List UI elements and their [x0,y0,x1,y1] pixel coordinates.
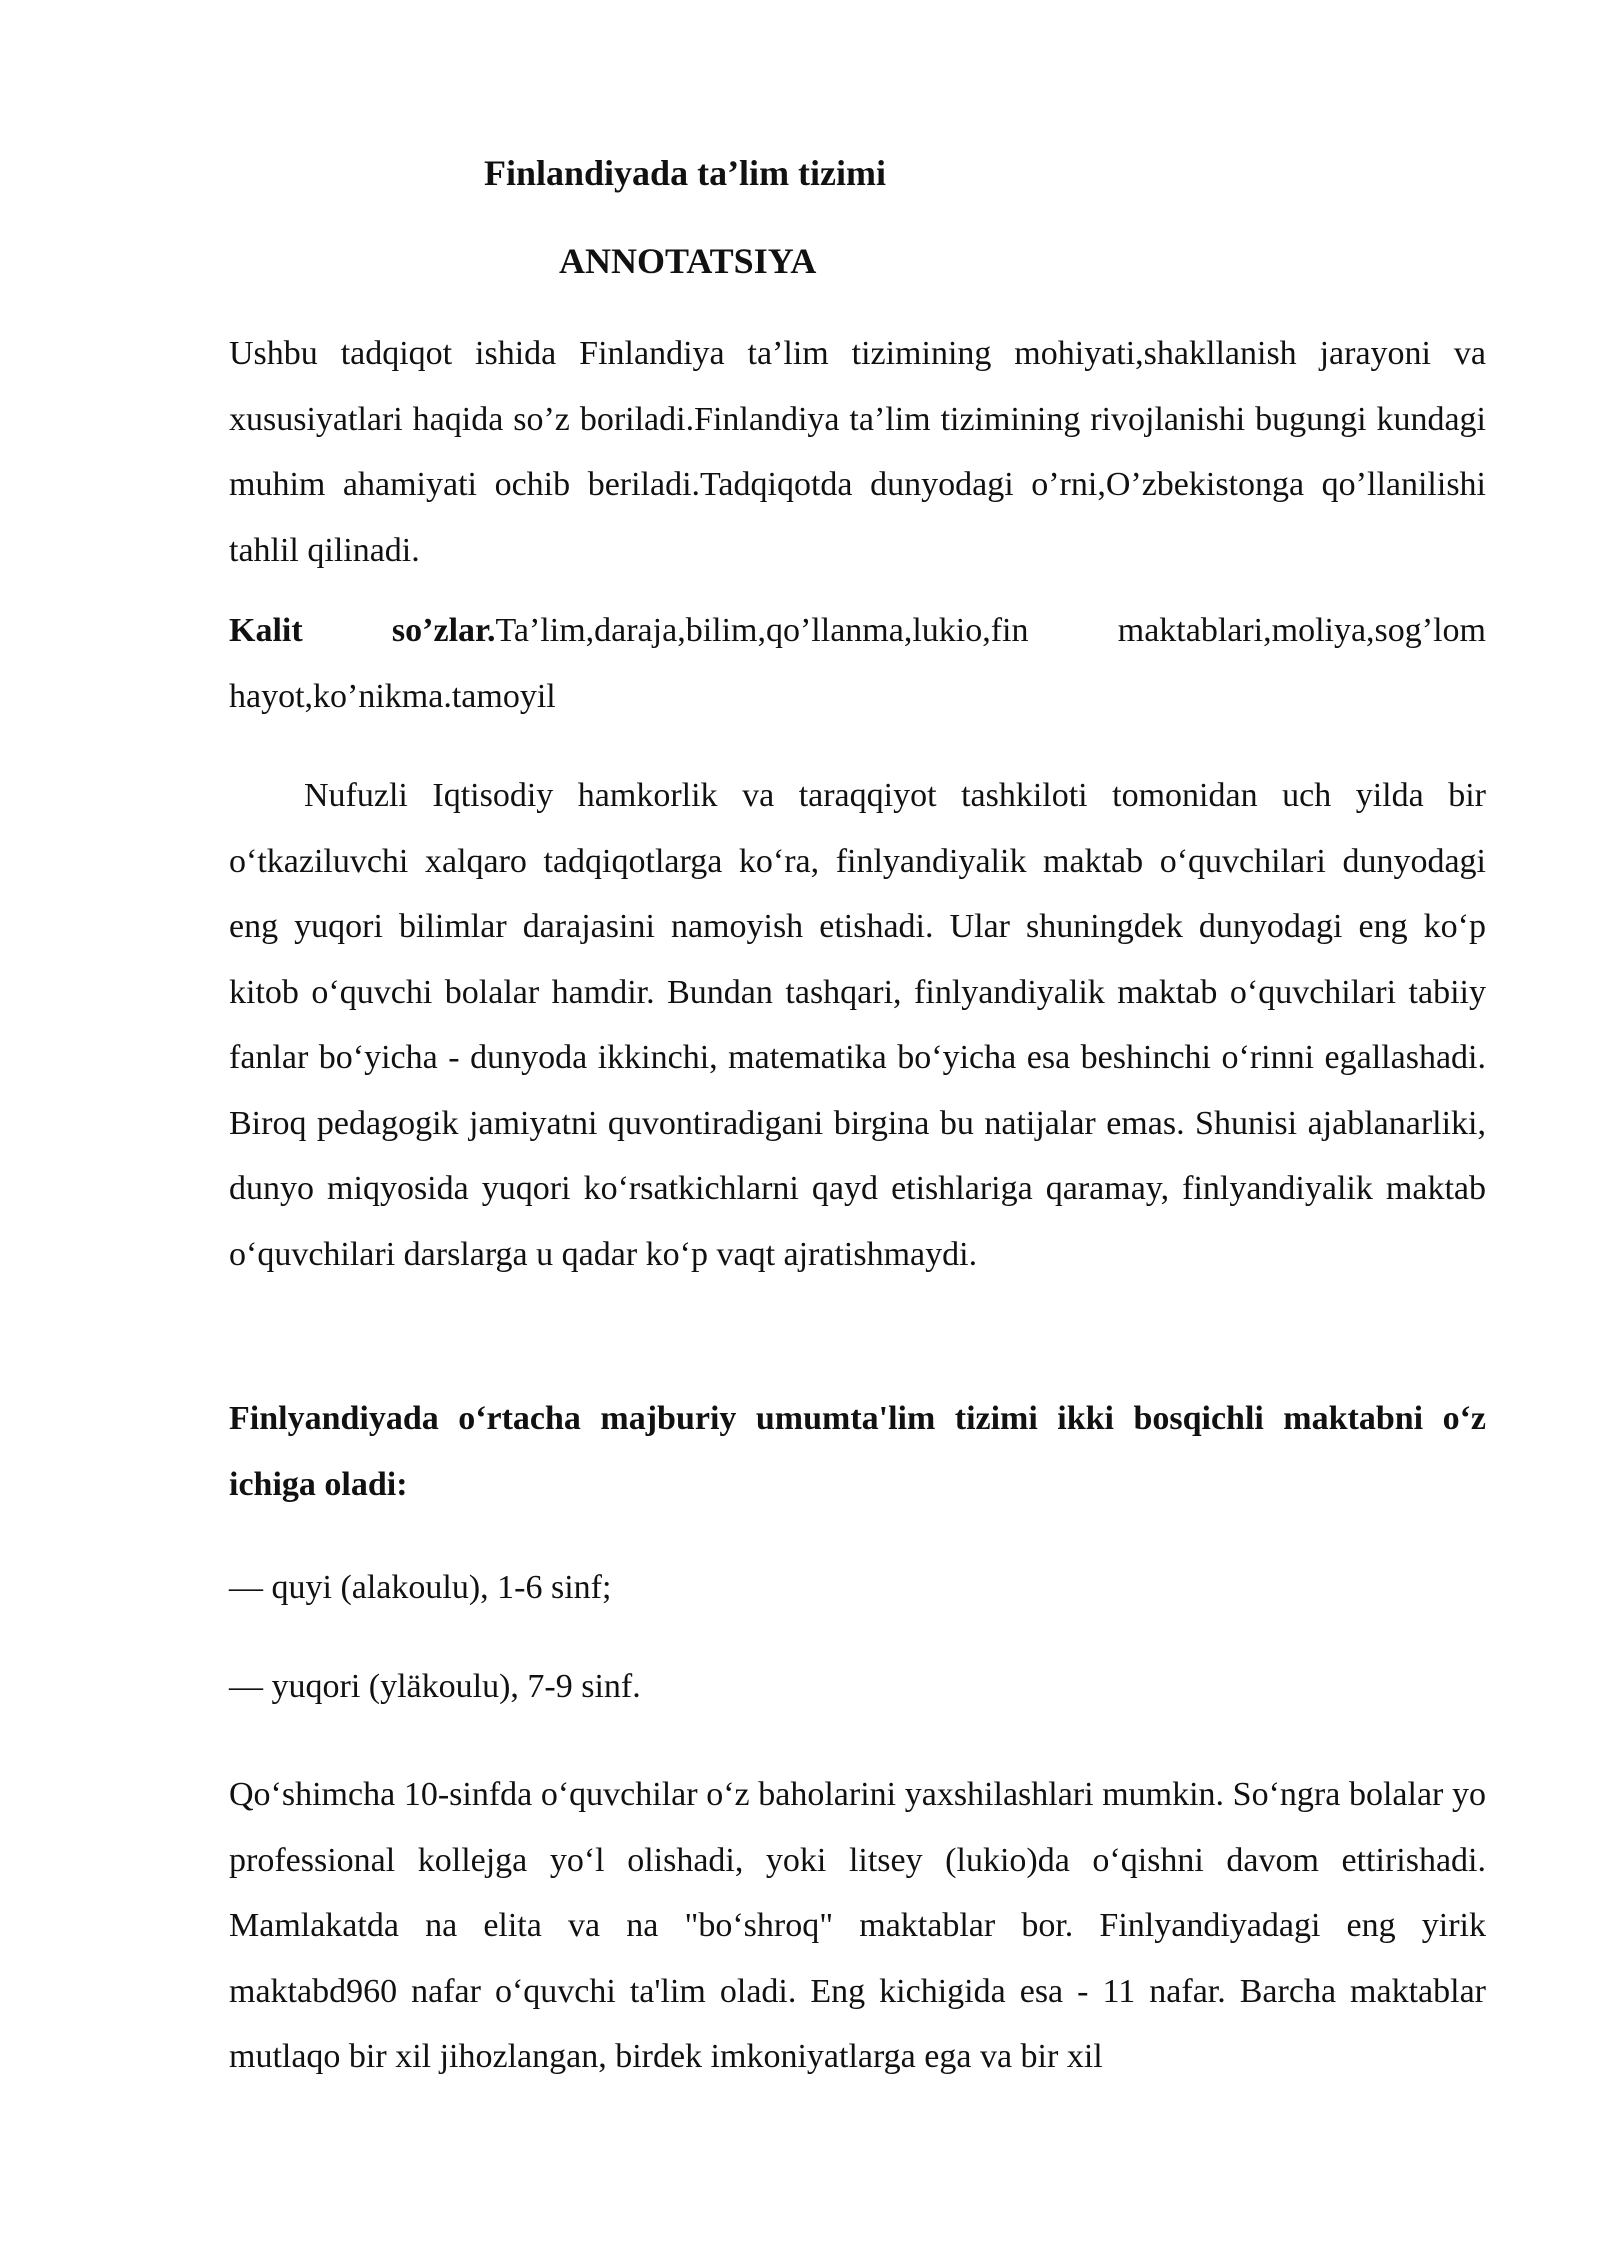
list-item: — yuqori (yläkoulu), 7-9 sinf. [229,1668,641,1705]
keywords-paragraph [229,598,1486,729]
list-item: — quyi (alakoulu), 1-6 sinf; [229,1569,612,1606]
keywords-label: Kalit so’zlar. [229,612,496,649]
annotation-heading: ANNOTATSIYA [559,241,817,281]
body-paragraph-2: Qo‘shimcha 10-sinfda o‘quvchilar o‘z baholarini yaxshilashlari mumkin. So‘ngra bolalar yo professional kollejga yo‘l olishadi, yoki litsey (lukio)da o‘qishni davom ettirishadi. Mamlakatda na elita va na "bo‘shroq" maktablar bor. Finlyandiyadagi eng yirik maktabd960 nafar o‘quvchi ta'lim oladi. Eng kichigida esa - 11 nafar. Barcha maktablar mutlaqo bir xil jihozlangan, birdek imkoniyatlarga ega va bir xil [229,1776,1486,2075]
document-title: Finlandiyada ta’lim tizimi [484,153,887,193]
body-paragraph-1: Nufuzli Iqtisodiy hamkorlik va taraqqiyot tashkiloti tomonidan uch yilda bir o‘tkaziluvchi xalqaro tadqiqotlarga ko‘ra, finlyandiyalik maktab o‘quvchilari dunyodagi eng yuqori bilimlar darajasini namoyish etishadi. Ular shuningdek dunyodagi eng ko‘p kitob o‘quvchi bolalar hamdir. Bundan tashqari, finlyandiyalik maktab o‘quvchilari tabiiy fanlar bo‘yicha - dunyoda ikkinchi, matematika bo‘yicha esa beshinchi o‘rinni egallashadi. Biroq pedagogik jamiyatni quvontiradigani birgina bu natijalar emas. Shunisi ajablanarliki, dunyo miqyosida yuqori ko‘rsatkichlarni qayd etishlariga qaramay, finlyandiyalik maktab o‘quvchilari darslarga u qadar ko‘p vaqt ajratishmaydi. [229,777,1486,1273]
keywords-text: Ta’lim,daraja,bilim,qo’llanma,lukio,fin maktablari,moliya,sog’lom hayot,ko’nikma.tamoyil [229,612,1486,715]
section-heading: Finlyandiyada o‘rtacha majburiy umumta'lim tizimi ikki bosqichli maktabni o‘z ichiga oladi: [229,1400,1486,1503]
annotation-paragraph: Ushbu tadqiqot ishida Finlandiya ta’lim tizimining mohiyati,shakllanish jarayoni va xususiyatlari haqida so’z boriladi.Finlandiya ta’lim tizimining rivojlanishi bugungi kundagi muhim ahamiyati ochib beriladi.Tadqiqotda dunyodagi o’rni,O’zbekistonga qo’llanilishi tahlil qilinadi. [229,335,1486,569]
